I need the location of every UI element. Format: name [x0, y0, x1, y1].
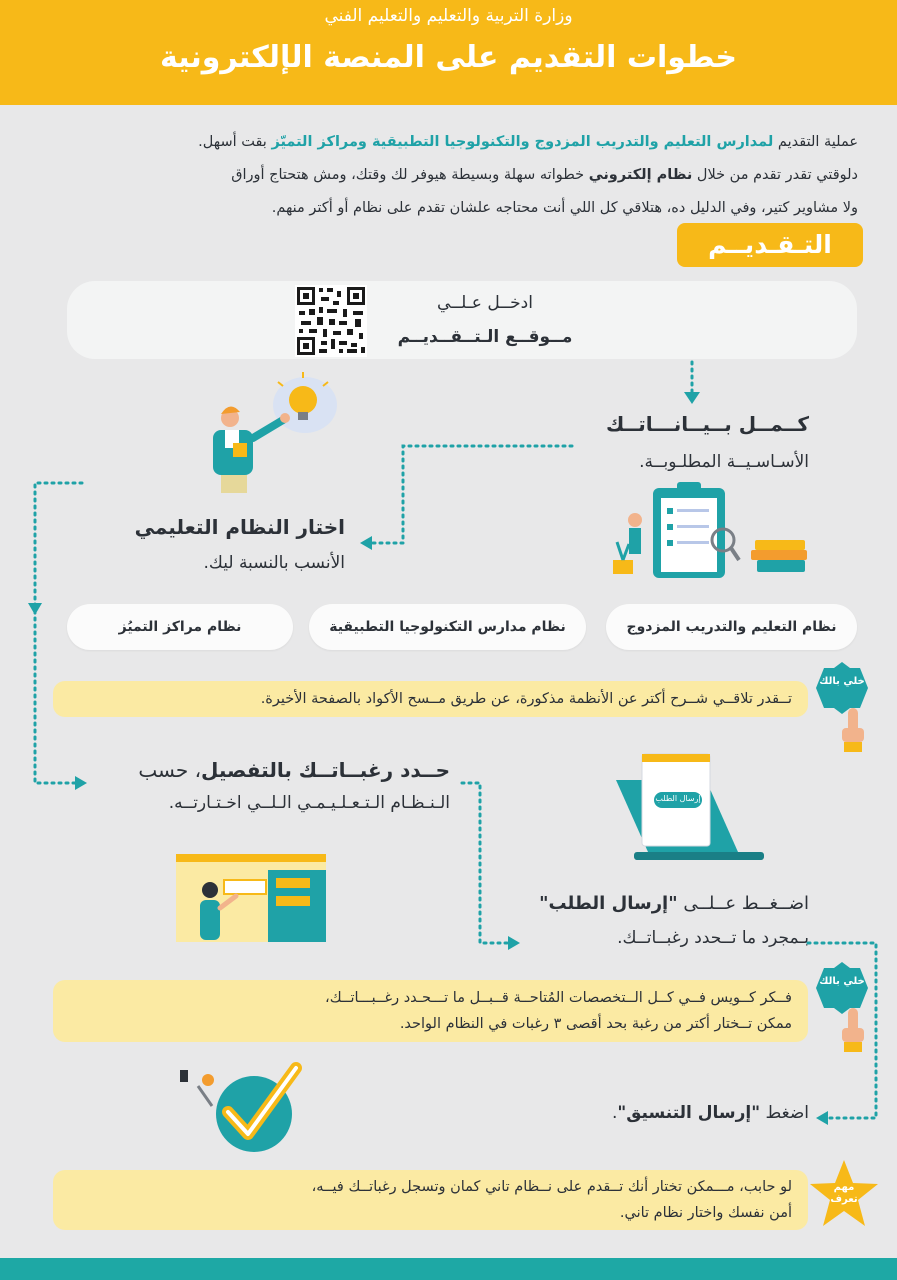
step4-title: حــدد رغبــاتــك بالتفصيل، حسب	[138, 758, 450, 782]
ministry-name: وزارة التربية والتعليم والتعليم الفني	[324, 6, 573, 26]
note-choose-wisely: فــكر كــويس فــي كــل الــتخصصات المُتاحــة قــبــل ما تـــحـدد رغــبـــاتــك، ممكن تــختار أكتر من رغبة بحد أقصى ٣ رغبات في النظام الواحد.	[53, 980, 808, 1042]
hand-icon	[838, 1006, 868, 1054]
step5-subtitle: بـمجرد ما تــحدد رغبــاتــك.	[617, 928, 809, 948]
step4-subtitle: الـنـظـام الـتـعـلـيـمـي الـلــي اخـتـارتــه.	[168, 793, 450, 813]
step2-title: كــمــل بــيــانـــاتــك	[605, 412, 809, 436]
important-badge-label: مهم تعرف	[830, 1182, 858, 1205]
laptop-send-button: إرسال الطلب	[655, 794, 701, 803]
checkmark-illustration	[178, 1052, 328, 1157]
clipboard-illustration	[605, 480, 825, 580]
note-codes-info: تــقدر تلاقــي شــرح أكتر عن الأنظمة مذكورة، عن طريق مــسح الأكواد بالصفحة الأخيرة.	[53, 681, 808, 717]
system-option-excellence-centers[interactable]: نظام مراكز التميُز	[67, 604, 293, 650]
footer-bar	[0, 1258, 897, 1280]
step3-title: اختار النظام التعليمي	[134, 515, 345, 539]
step2-subtitle: الأسـاسـيــة المطلـوبــة.	[639, 452, 809, 472]
step1-line1: ادخــل عـلــي	[437, 293, 533, 313]
note-apply-another-system: لو حابب، مـــمكن تختار أنك تــقدم على نــظام تاني كمان وتسجل رغباتــك فيــه، أمن نفسك واختار نظام تاني.	[53, 1170, 808, 1230]
step1-line2: مــوقــع الـتــقــديــم	[397, 327, 573, 347]
system-option-applied-technology[interactable]: نظام مدارس التكنولوجيا التطبيقية	[309, 604, 586, 650]
step6-submit-coordination: اضغط "إرسال التنسيق".	[611, 1103, 809, 1123]
tip-badge-label: خلي بالك	[819, 676, 865, 687]
hand-icon	[838, 706, 868, 754]
step5-title: اضــغــط عــلــى "إرسال الطلب"	[539, 893, 809, 914]
step3-subtitle: الأنسب بالنسبة ليك.	[203, 553, 345, 573]
system-option-dual-education[interactable]: نظام التعليم والتدريب المزدوج	[606, 604, 857, 650]
intro-paragraph: عملية التقديم لمدارس التعليم والتدريب المزدوج والتكنولوجيا التطبيقية ومراكز التميّز بقت أسهل. دلوقتي تقدر تقدم من خلال نظام إلكتروني خطواته سهلة وبسيطة هيوفر لك وقتك، ومش هتحتاج أوراق ولا مشاوير كتير، وفي الدليل ده، هتلاقي كل اللي أنت محتاجه علشان تقدم على نظام أو أكتر منهم.	[198, 134, 858, 216]
idea-person-illustration	[185, 370, 345, 495]
section-badge-apply: التـقـديــم	[677, 223, 863, 267]
wishlist-board-illustration	[172, 852, 330, 944]
laptop-illustration	[610, 752, 770, 864]
page-title: خطوات التقديم على المنصة الإلكترونية	[160, 40, 737, 75]
tip-badge-label: خلي بالك	[819, 976, 865, 987]
